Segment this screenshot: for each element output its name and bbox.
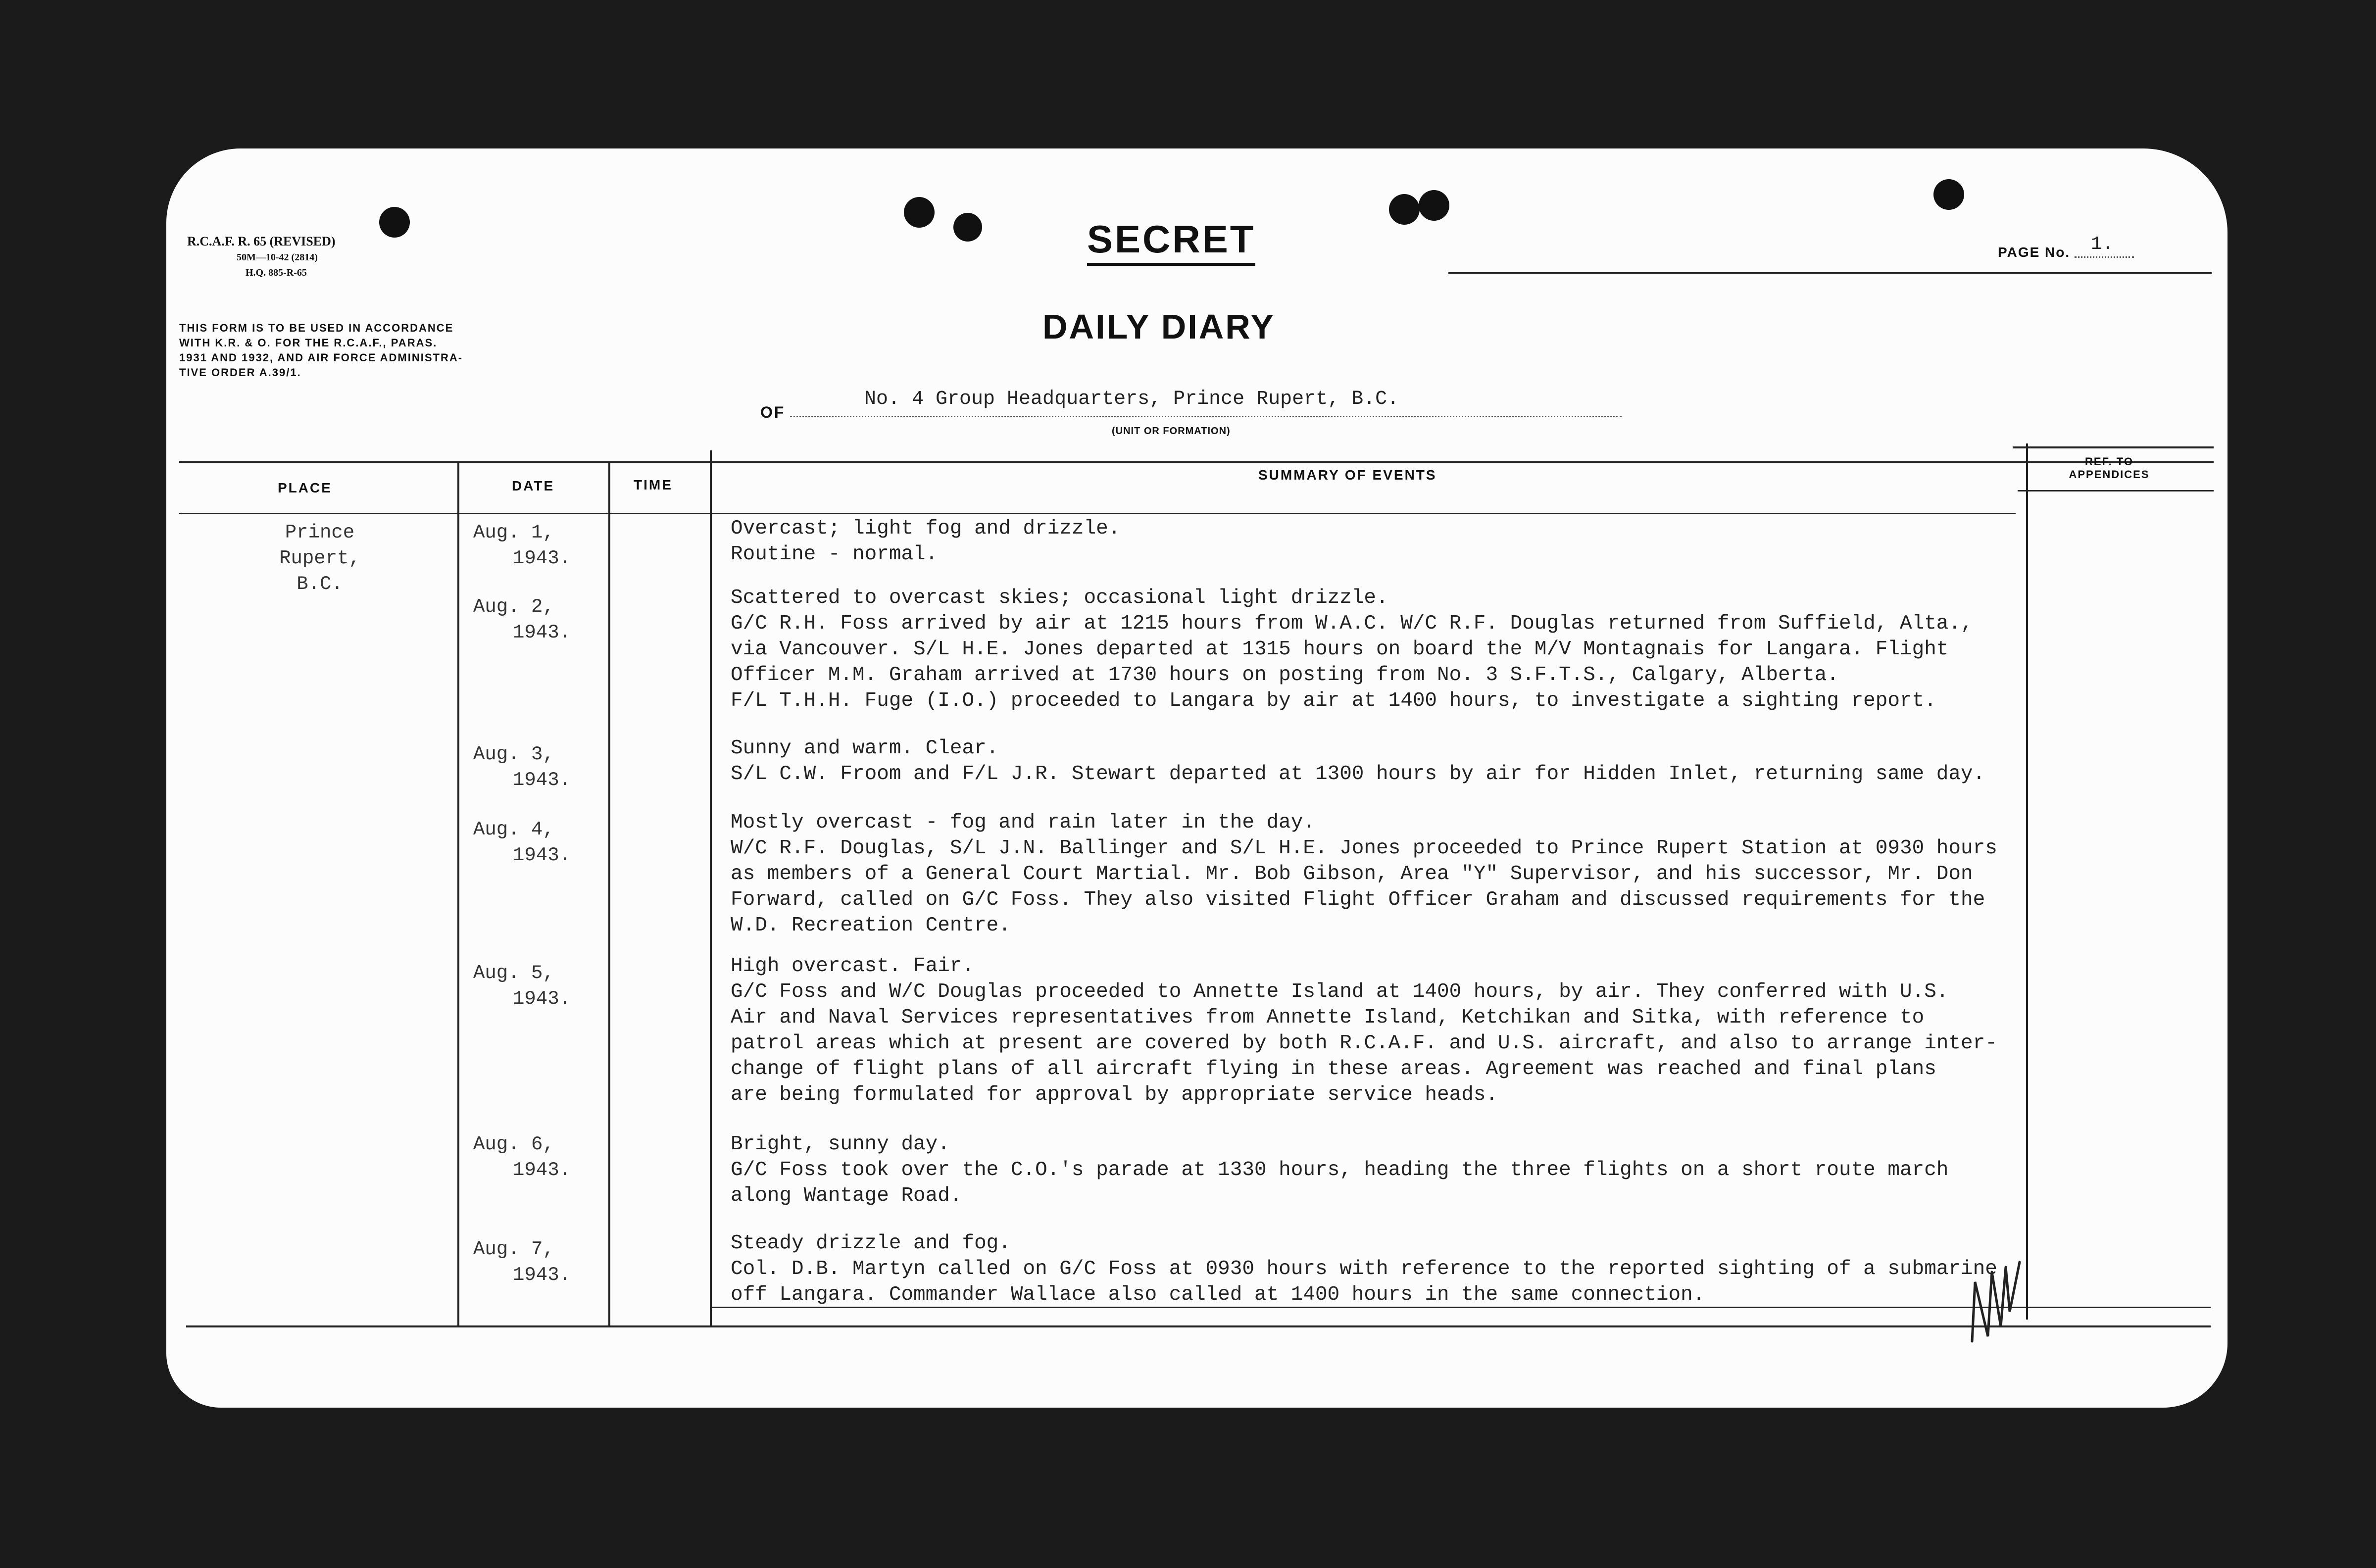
entry-summary: Bright, sunny day. G/C Foss took over the C.O.'s parade at 1330 hours, heading the three flights on a short route march along Wantage Road.: [731, 1133, 1949, 1207]
column-header-ref: REF. TO APPENDICES: [2069, 455, 2150, 481]
entry-date: Aug. 3, 1943.: [473, 743, 571, 791]
punch-hole: [1933, 179, 1964, 210]
security-marking: SECRET: [1087, 217, 1255, 266]
entry-summary: Scattered to overcast skies; occasional light drizzle. G/C R.H. Foss arrived by air at 1215 hours from W.A.C. W/C R.F. Douglas returned from Suffield, Alta., via Vancouver. S/L H.E. Jones departed at 1315 hours on board the M/V Montagnais for Langara. Flight Officer M.M. Graham arrived at 1730 hours on posting from No. 3 S.F.T.S., Calgary, Alberta. F/L T.H.H. Fuge (I.O.) proceeded to Langara by air at 1400 hours, to investigate a sighting report.: [731, 587, 1973, 712]
header-bottom-rule: [2018, 490, 2214, 491]
entry-date: Aug. 1, 1943.: [473, 522, 571, 569]
form-code: 50M—10-42 (2814): [237, 252, 318, 263]
table-top-rule: [2013, 446, 2214, 448]
table-bottom-rule: [186, 1325, 2211, 1327]
form-code: H.Q. 885-R-65: [246, 267, 307, 278]
page-number: 1.: [2091, 234, 2114, 255]
diary-sheet: [166, 148, 2228, 1408]
entry-date: Aug. 6, 1943.: [473, 1133, 571, 1181]
unit-name: No. 4 Group Headquarters, Prince Rupert, B.C.: [864, 388, 1399, 410]
entry-summary: Sunny and warm. Clear. S/L C.W. Froom and F/L J.R. Stewart departed at 1300 hours by air for Hidden Inlet, returning same day.: [731, 737, 1985, 785]
column-header-date: DATE: [512, 478, 555, 493]
entry-date: Aug. 2, 1943.: [473, 596, 571, 643]
header-rule: [1448, 272, 2212, 274]
unit-caption: (UNIT OR FORMATION): [1112, 426, 1231, 437]
punch-hole: [904, 197, 935, 228]
page-number-underline: [2075, 255, 2134, 258]
entry-summary: High overcast. Fair. G/C Foss and W/C Douglas proceeded to Annette Island at 1400 hours, by air. They conferred with U.S. Air and Naval Services representatives from Annette Island, Ketchikan and Sitka, with reference to patrol areas which at present are covered by both R.C.A.F. and U.S. aircraft, and also to arrange inter- change of flight plans of all aircraft flying in these areas. Agreement was reached and final plans are being formulated for approval by appropriate service heads.: [731, 955, 1997, 1106]
table-top-rule: [179, 461, 2214, 463]
entry-summary: Overcast; light fog and drizzle. Routine - normal.: [731, 517, 1121, 566]
punch-hole: [953, 213, 982, 242]
entry-place: Prince Rupert, B.C.: [279, 522, 360, 595]
column-header-place: PLACE: [278, 480, 332, 495]
column-divider: [710, 450, 712, 1327]
punch-hole: [1389, 194, 1420, 225]
form-title: DAILY DIARY: [1042, 307, 1275, 346]
punch-hole: [1419, 190, 1449, 221]
handwritten-initials: [1968, 1252, 2028, 1351]
column-divider: [608, 463, 610, 1327]
form-instructions: THIS FORM IS TO BE USED IN ACCORDANCE WITH K.R. & O. FOR THE R.C.A.F., PARAS. 1931 AND 1932, AND AIR FORCE ADMINISTRA- TIVE ORDER A.39/1.: [179, 322, 463, 379]
column-header-time: TIME: [634, 477, 673, 492]
punch-hole: [379, 207, 410, 238]
entry-date: Aug. 5, 1943.: [473, 962, 571, 1010]
column-header-summary: SUMMARY OF EVENTS: [1258, 467, 1437, 483]
unit-underline: [790, 416, 1622, 417]
form-code: R.C.A.F. R. 65 (REVISED): [187, 234, 336, 248]
page-number-label: PAGE No.: [1998, 245, 2071, 260]
header-bottom-rule: [179, 513, 2016, 514]
of-label: OF: [760, 403, 786, 421]
column-divider: [457, 463, 459, 1327]
entry-date: Aug. 7, 1943.: [473, 1238, 571, 1286]
entry-date: Aug. 4, 1943.: [473, 819, 571, 866]
entry-summary: Mostly overcast - fog and rain later in the day. W/C R.F. Douglas, S/L J.N. Ballinger and S/L H.E. Jones proceeded to Prince Rupert Station at 0930 hours as members of a General Court Martial. Mr. Bob Gibson, Area "Y" Supervisor, and his successor, Mr. Don Forward, called on G/C Foss. They also visited Flight Officer Graham and discussed requirements for the W.D. Recreation Centre.: [731, 811, 1997, 937]
entry-summary: Steady drizzle and fog. Col. D.B. Martyn called on G/C Foss at 0930 hours with reference to the reported sighting of a submarine off Langara. Commander Wallace also called at 1400 hours in the same connection.: [731, 1232, 1997, 1306]
